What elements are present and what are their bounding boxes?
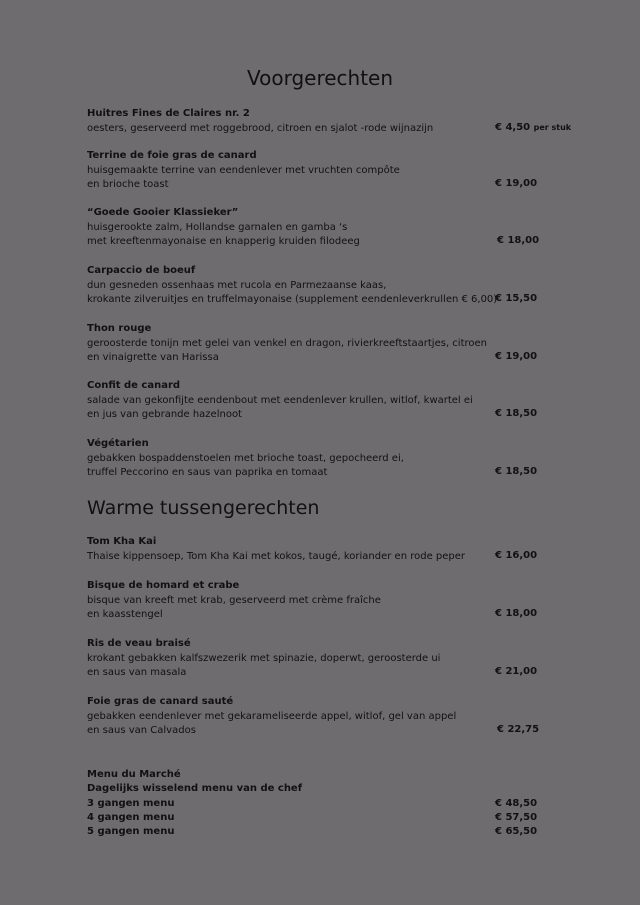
item-description: krokante zilveruitjes en truffelmayonaise (supplement eendenleverkrullen € 6,00) [87, 294, 498, 305]
set-menu-label: 4 gangen menu [87, 811, 175, 823]
item-description: gebakken eendenlever met gekarameliseerde appel, witlof, gel van appel [87, 710, 457, 722]
item-description: gebakken bospaddenstoelen met brioche toast, gepocheerd ei, [87, 452, 404, 464]
item-description: en saus van Calvados [87, 725, 196, 736]
price-value: € 4,50 [495, 122, 531, 133]
item-description: huisgemaakte terrine van eendenlever met vruchten compôte [87, 164, 400, 176]
item-price: € 18,50 [495, 408, 538, 419]
set-menu-label: 3 gangen menu [87, 797, 175, 809]
section-title-warm: Warme tussengerechten [87, 497, 320, 519]
item-description: geroosterde tonijn met gelei van venkel en dragon, rivierkreeftstaartjes, citroen [87, 337, 488, 349]
item-name: Ris de veau braisé [87, 638, 191, 649]
item-price [495, 122, 571, 133]
set-menu-price: € 48,50 [495, 797, 538, 809]
set-menu-price: € 65,50 [495, 826, 538, 838]
item-price: € 18,00 [495, 608, 538, 619]
item-description: oesters, geserveerd met roggebrood, citroen en sjalot -rode wijnazijn [87, 122, 434, 134]
set-menu-price: € 57,50 [495, 811, 538, 823]
item-price: € 22,75 [497, 724, 540, 735]
item-name: Terrine de foie gras de canard [87, 150, 257, 161]
item-description: Thaise kippensoep, Tom Kha Kai met kokos, taugé, koriander en rode peper [87, 550, 466, 562]
market-menu-title: Menu du Marché [87, 769, 181, 780]
item-description: met kreeftenmayonaise en knapperig kruiden filodeeg [87, 236, 360, 247]
item-price: € 15,50 [495, 293, 538, 304]
item-name: Tom Kha Kai [87, 536, 157, 547]
item-price: € 16,00 [495, 550, 538, 561]
set-menu-label: 5 gangen menu [87, 826, 175, 838]
item-name: “Goede Gooier Klassieker” [87, 207, 239, 218]
set-menu-row [87, 797, 547, 811]
item-name: Confit de canard [87, 380, 181, 391]
item-name: Bisque de homard et crabe [87, 580, 240, 591]
item-description: bisque van kreeft met krab, geserveerd met crème fraîche [87, 594, 381, 606]
item-description: salade van gekonfijte eendenbout met eendenlever krullen, witlof, kwartel ei [87, 394, 473, 406]
item-name: Carpaccio de boeuf [87, 265, 196, 276]
item-description: en brioche toast [87, 179, 169, 190]
set-menu-row [87, 825, 547, 839]
item-price: € 18,50 [495, 466, 538, 477]
market-menu-subtitle: Dagelijks wisselend menu van de chef [87, 783, 303, 795]
section-title-starters: Voorgerechten [246, 66, 394, 90]
item-description: dun gesneden ossenhaas met rucola en Parmezaanse kaas, [87, 279, 387, 291]
item-description: en saus van masala [87, 667, 187, 678]
item-price: € 19,00 [495, 178, 538, 189]
item-description: krokant gebakken kalfszwezerik met spinazie, doperwt, geroosterde ui [87, 652, 441, 664]
item-name: Huitres Fines de Claires nr. 2 [87, 108, 250, 119]
market-menu [87, 768, 547, 839]
item-price: € 21,00 [495, 666, 538, 677]
item-description: huisgerookte zalm, Hollandse garnalen en gamba ‘s [87, 221, 348, 233]
item-price: € 19,00 [495, 351, 538, 362]
price-note: per stuk [533, 123, 572, 132]
item-price: € 18,00 [497, 235, 540, 246]
set-menu-row [87, 811, 547, 825]
item-description: en kaasstengel [87, 609, 163, 620]
item-name: Foie gras de canard sauté [87, 696, 234, 707]
item-description: en jus van gebrande hazelnoot [87, 409, 242, 420]
item-description: en vinaigrette van Harissa [87, 352, 219, 363]
item-description: truffel Peccorino en saus van paprika en tomaat [87, 467, 328, 478]
item-name: Thon rouge [87, 323, 152, 334]
item-name: Végétarien [87, 438, 149, 449]
